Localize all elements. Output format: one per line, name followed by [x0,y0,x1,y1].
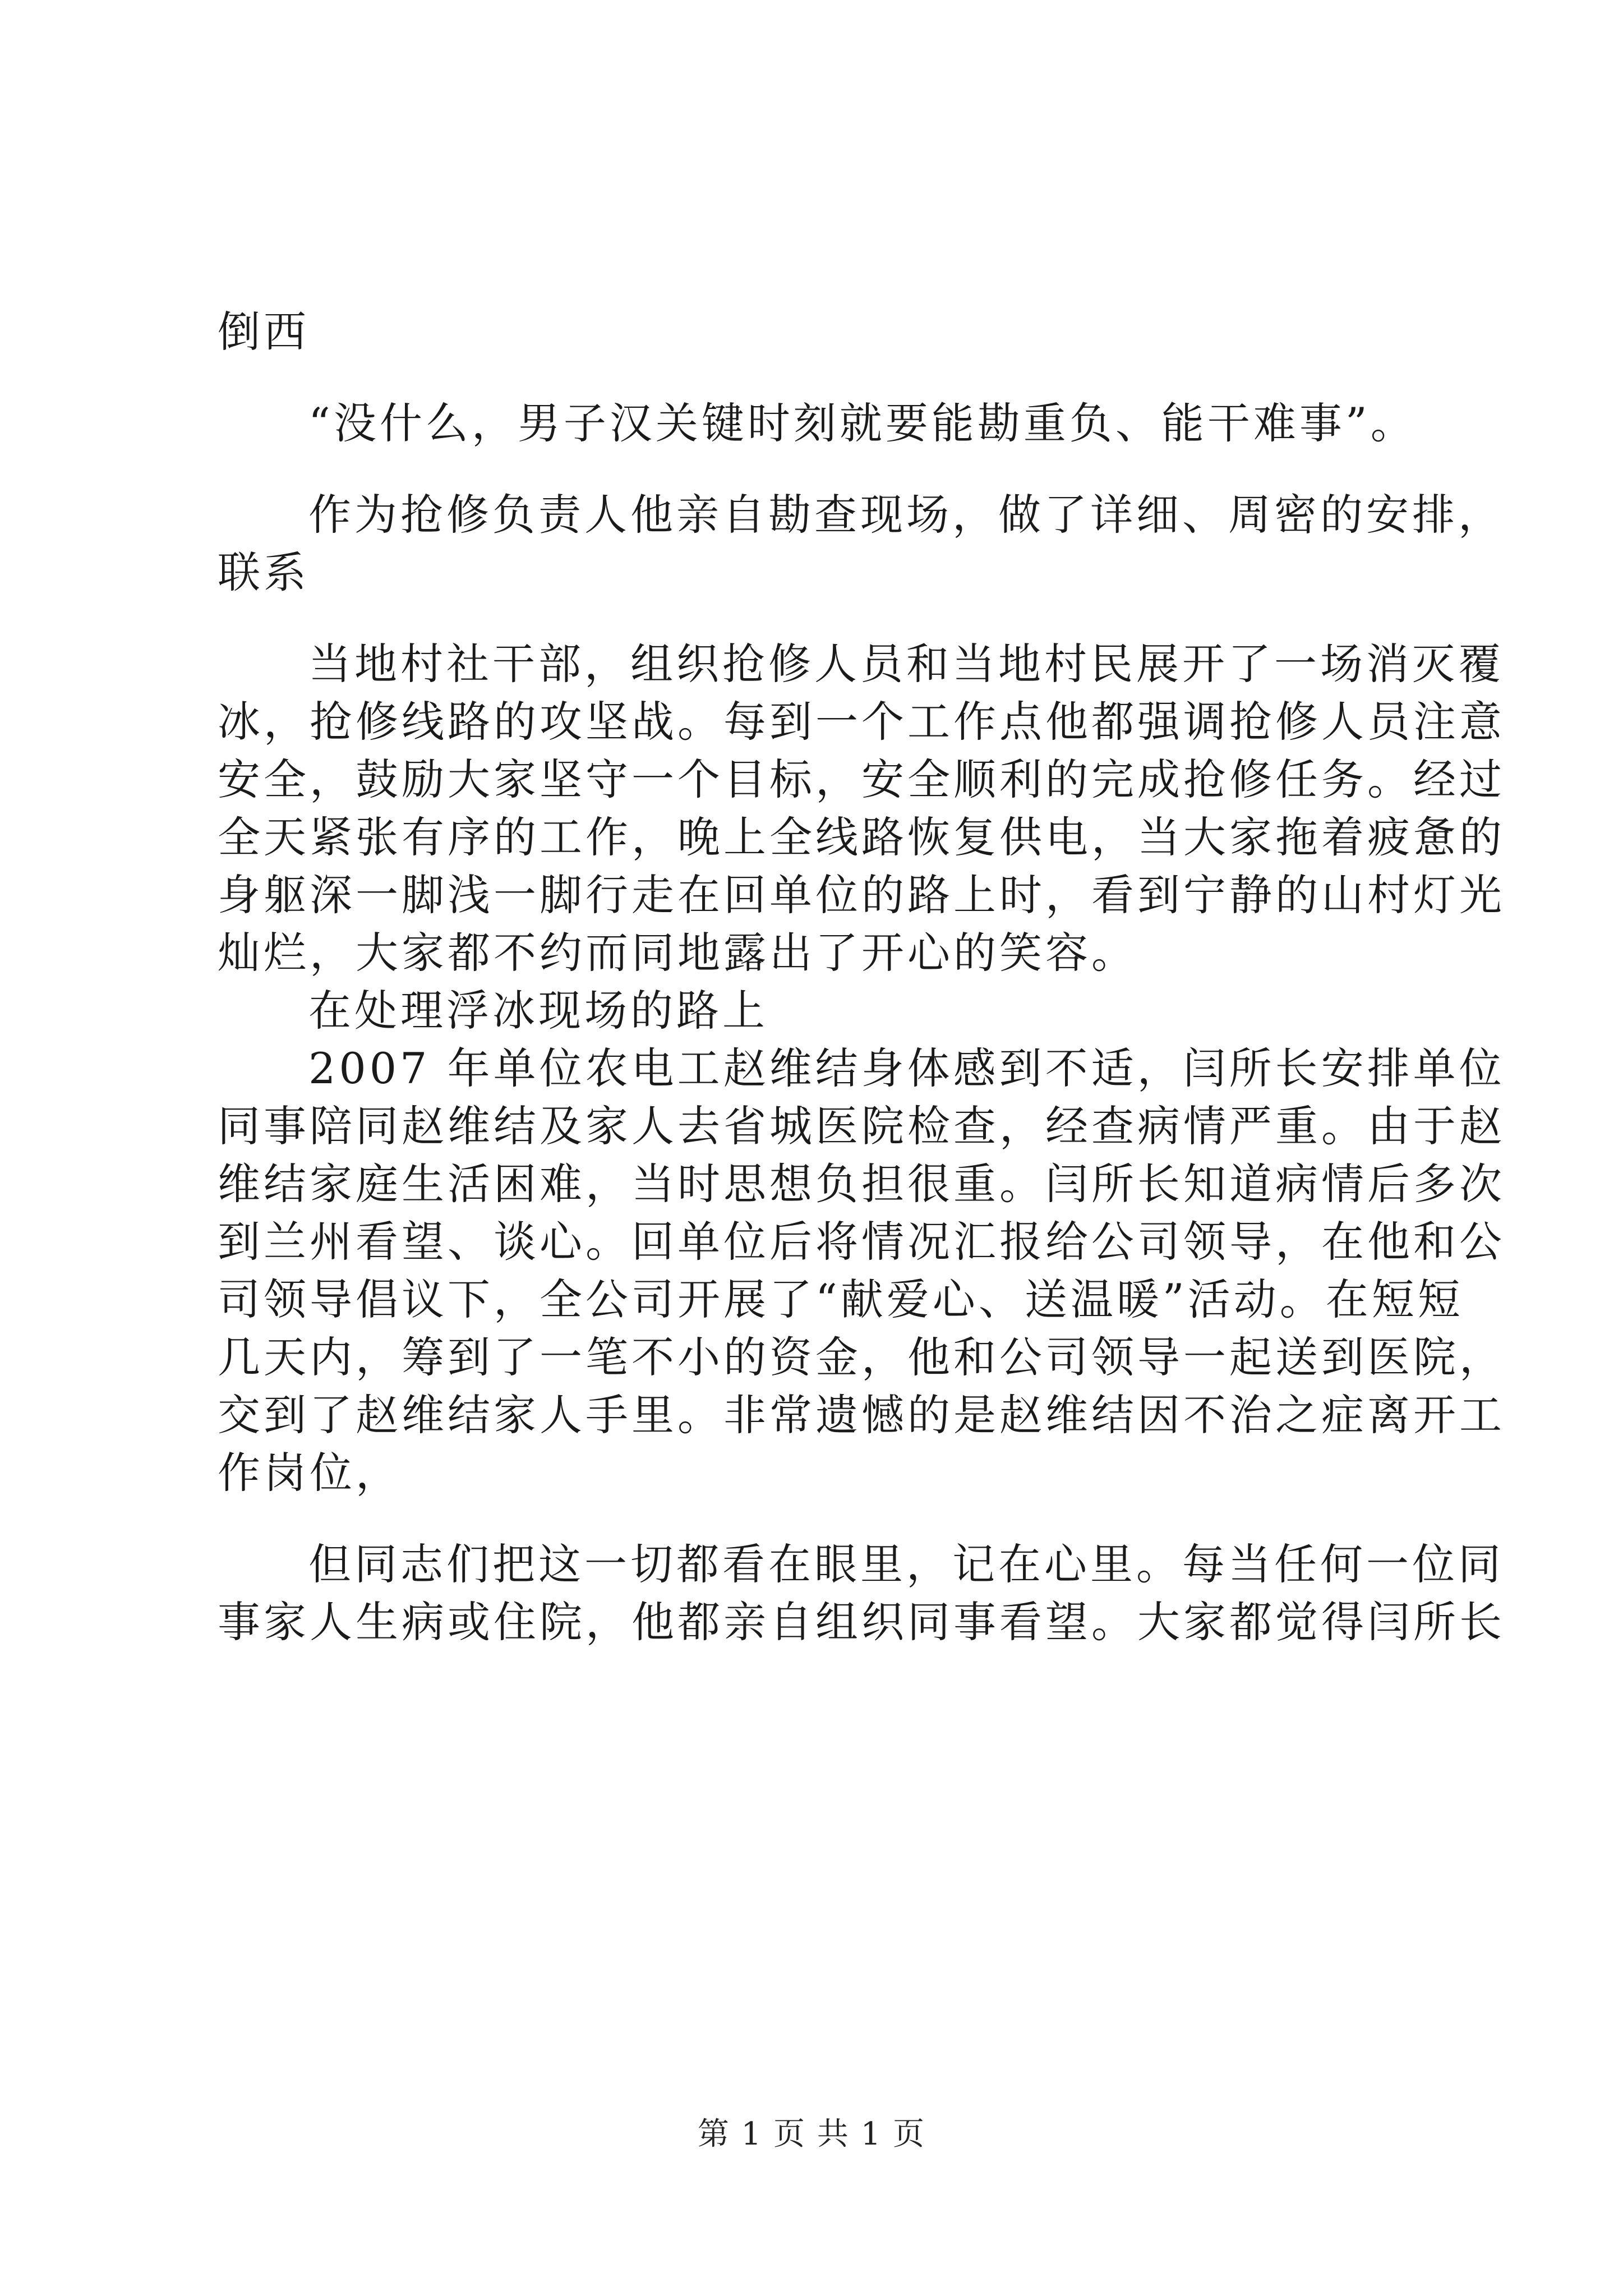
text-line: 作为抢修负责人他亲自勘查现场，做了详细、周密的安排， [308,490,1504,540]
text-line: 维结家庭生活困难，当时思想负担很重。闫所长知道病情后多次 [218,1159,1505,1209]
text-line: 灿烂，大家都不约而同地露出了开心的笑容。 [218,928,1137,978]
text-line: 2007 年单位农电工赵维结身体感到不适，闫所长安排单位 [308,1043,1505,1093]
text-line: 冰，抢修线路的攻坚战。每到一个工作点他都强调抢修人员注意 [218,697,1505,747]
text-line: 联系 [218,547,310,597]
text-line: 同事陪同赵维结及家人去省城医院检查，经查病情严重。由于赵 [218,1101,1505,1151]
text-line: 安全，鼓励大家坚守一个目标，安全顺利的完成抢修任务。经过 [218,754,1505,804]
text-line: 但同志们把这一切都看在眼里，记在心里。每当任何一位同 [308,1539,1504,1589]
text-line: 在处理浮冰现场的路上 [308,986,768,1036]
document-body [218,303,1505,1651]
text-line: 当地村社干部，组织抢修人员和当地村民展开了一场消灭覆 [308,639,1504,689]
text-line: 全天紧张有序的工作，晚上全线路恢复供电，当大家拖着疲惫的 [218,812,1505,862]
text-line: “没什么，男子汉关键时刻就要能勘重负、能干难事”。 [308,398,1417,448]
text-line: 事家人生病或住院，他都亲自组织同事看望。大家都觉得闫所长 [218,1597,1505,1647]
text-line: 几天内，筹到了一笔不小的资金，他和公司领导一起送到医院， [218,1332,1505,1382]
text-line: 倒西 [218,307,310,357]
text-line: 身躯深一脚浅一脚行走在回单位的路上时，看到宁静的山村灯光 [218,870,1505,920]
text-line: 到兰州看望、谈心。回单位后将情况汇报给公司领导，在他和公 [218,1217,1505,1267]
text-line: 司领导倡议下，全公司开展了“献爱心、送温暖”活动。在短短 [218,1274,1464,1324]
text-line: 交到了赵维结家人手里。非常遗憾的是赵维结因不治之症离开工 [218,1390,1505,1440]
text-line: 作岗位， [218,1448,402,1498]
page-number-footer: 第 1 页 共 1 页 [697,2116,926,2152]
